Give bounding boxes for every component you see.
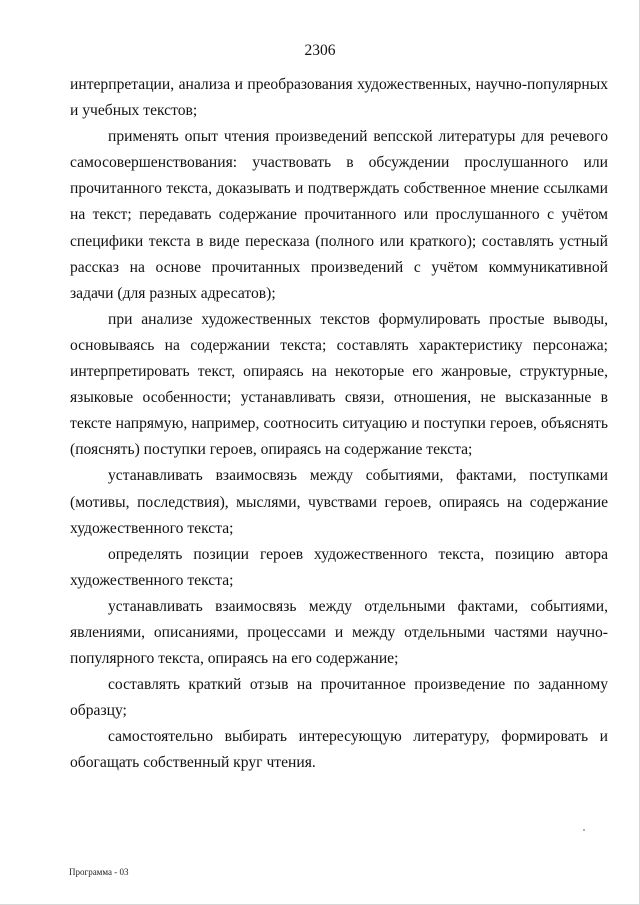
scan-speck [583, 829, 585, 831]
paragraph: определять позиции героев художественного текста, позицию автора художественного текста; [70, 545, 608, 589]
paragraph: устанавливать взаимосвязь между отдельными фактами, событиями, явлениями, описаниями, процессами и между отдельными частями научно-популярного текста, опираясь на его содержание; [70, 597, 608, 668]
page-number: 2306 [304, 42, 336, 59]
paragraph: самостоятельно выбирать интересующую литературу, формировать и обогащать собственный круг чтения. [70, 728, 608, 772]
paragraph: составлять краткий отзыв на прочитанное произведение по заданному образцу; [70, 676, 608, 720]
paragraph: интерпретации, анализа и преобразования художественных, научно-популярных и учебных текстов; [70, 76, 608, 120]
paragraph: при анализе художественных текстов формулировать простые выводы, основываясь на содержании текста; составлять характеристику персонажа; интерпретировать текст, опираясь на некоторые его жанровые, структурные, языковые особенности; устанавливать связи, отношения, не высказанные в тексте напрямую, например, соотносить ситуацию и поступки героев, объяснять (пояснять) поступки героев, опираясь на содержание текста; [70, 310, 608, 459]
paragraph: устанавливать взаимосвязь между событиями, фактами, поступками (мотивы, последствия), мыслями, чувствами героев, опираясь на содержание художественного текста; [70, 467, 608, 537]
document-body [70, 72, 608, 777]
footer-label: Программа - 03 [69, 867, 129, 877]
paragraph: применять опыт чтения произведений вепсской литературы для речевого самосовершенствования: участвовать в обсуждении прослушанного или прочитанного текста, доказывать и подтверждать собственное мнение ссылками на текст; передавать содержание прочитанного или прослушанного с учётом специфики текста в виде пересказа (полного или краткого); составлять устный рассказ на основе прочитанных произведений с учётом коммуникативной задачи (для разных адресатов); [70, 128, 608, 302]
